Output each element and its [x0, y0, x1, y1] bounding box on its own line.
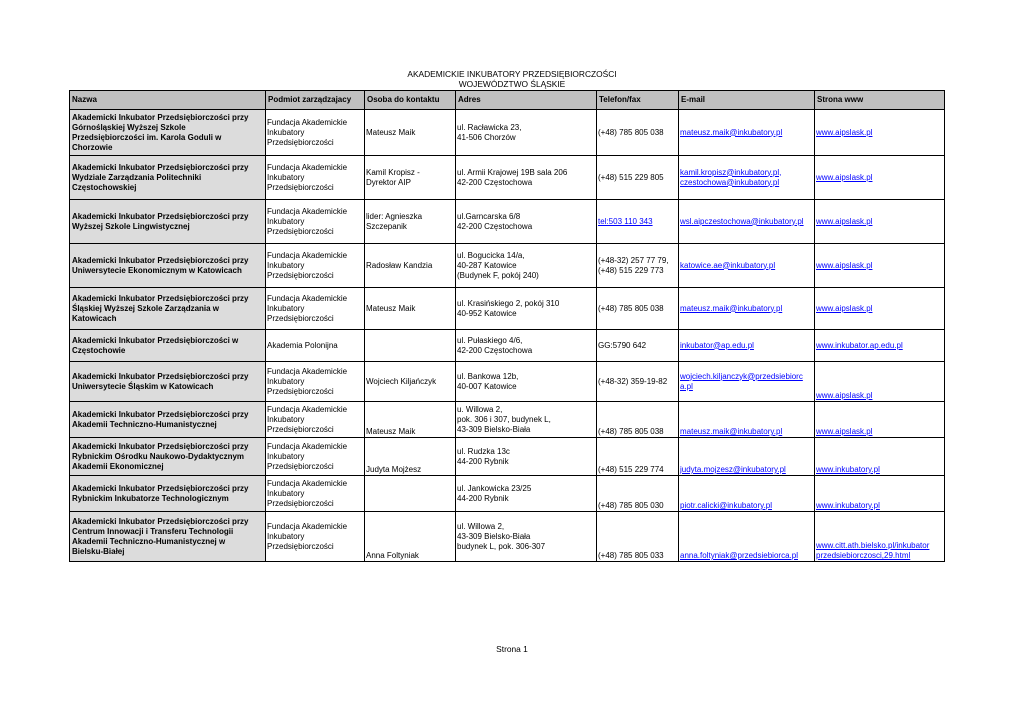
cell-address	[456, 156, 597, 200]
header-telefon: Telefon/fax	[597, 91, 679, 110]
cell-entity	[266, 512, 365, 562]
header-osoba: Osoba do kontaktu	[365, 91, 456, 110]
website-link[interactable]: www.aipslask.pl	[816, 260, 873, 270]
cell-text-line: Inkubatory	[267, 303, 305, 313]
cell-text-line: GG:5790 642	[598, 340, 647, 350]
cell-text-line: Fundacja Akademickie	[267, 404, 348, 414]
cell-email	[679, 438, 815, 476]
table-row	[70, 244, 945, 288]
cell-text-line: Górnośląskiej Wyższej Szkole	[72, 122, 186, 132]
cell-text-line: Fundacja Akademickie	[267, 521, 348, 531]
website-link[interactable]: www.inkubatory.pl	[816, 501, 880, 510]
table-row	[70, 156, 945, 200]
table-row	[70, 438, 945, 476]
cell-contact	[365, 156, 456, 200]
cell-text-line: Katowicach	[72, 313, 117, 323]
cell-text-line: Akademicki Inkubator Przedsiębiorczości przy	[72, 162, 249, 172]
cell-www	[815, 288, 945, 330]
cell-text-line: (+48) 515 229 773	[598, 265, 664, 275]
cell-email	[679, 110, 815, 156]
cell-text-line: pok. 306 i 307, budynek L,	[457, 414, 551, 424]
cell-text-line: ul. Willowa 2,	[457, 521, 505, 531]
cell-www	[815, 330, 945, 362]
cell-text-line: Śląskiej Wyższej Szkole Zarządzania w	[72, 303, 220, 313]
cell-email	[679, 362, 815, 402]
cell-text-line: Kamil Kropisz -	[366, 167, 420, 177]
cell-entity	[266, 200, 365, 244]
cell-text-line: ul. Racławicka 23,	[457, 122, 522, 132]
table-row	[70, 476, 945, 512]
cell-address	[456, 512, 597, 562]
cell-phone	[597, 402, 679, 438]
cell-text-line: Szczepanik	[366, 221, 407, 231]
cell-address	[456, 362, 597, 402]
cell-contact	[365, 362, 456, 402]
cell-contact	[365, 244, 456, 288]
header-www: Strona www	[815, 91, 945, 110]
cell-text-line: Inkubatory	[267, 451, 305, 461]
cell-name	[70, 244, 266, 288]
cell-text-line: Przedsiębiorczości	[267, 386, 334, 396]
website-link[interactable]: przedsiebiorczosci,29.html	[816, 551, 911, 560]
cell-address	[456, 330, 597, 362]
cell-text-line: Przedsiębiorczości	[267, 270, 334, 280]
cell-text-line: ul. Armii Krajowej 19B sala 206	[457, 167, 568, 177]
cell-text-line: ul.Garncarska 6/8	[457, 211, 521, 221]
website-link[interactable]: www.citt.ath.bielsko.pl/inkubator	[816, 541, 930, 550]
cell-entity	[266, 244, 365, 288]
cell-text-line: Judyta Mojżesz	[366, 465, 422, 474]
cell-www	[815, 512, 945, 562]
header-row	[70, 91, 945, 110]
cell-text-line: lider: Agnieszka	[366, 211, 423, 221]
email-link[interactable]: katowice.ae@inkubatory.pl	[680, 260, 776, 270]
cell-phone	[597, 330, 679, 362]
cell-name	[70, 110, 266, 156]
cell-text-line: Bielsku-Białej	[72, 546, 125, 556]
header-email: E-mail	[679, 91, 815, 110]
cell-text-line: Fundacja Akademickie	[267, 162, 348, 172]
cell-text-line: 43-309 Bielsko-Biała	[457, 531, 531, 541]
cell-name	[70, 512, 266, 562]
cell-text-line: Akademii Techniczno-Humanistycznej w	[72, 536, 226, 546]
cell-text-line: Fundacja Akademickie	[267, 250, 348, 260]
email-link[interactable]: mateusz.maik@inkubatory.pl	[680, 127, 783, 137]
cell-address	[456, 244, 597, 288]
phone-link[interactable]: tel:503 110 343	[598, 216, 653, 226]
cell-text-line: ul. Jankowicka 23/25	[457, 483, 532, 493]
cell-phone	[597, 362, 679, 402]
cell-phone	[597, 244, 679, 288]
cell-contact	[365, 200, 456, 244]
cell-text-line: Chorzowie	[72, 142, 113, 152]
cell-contact	[365, 288, 456, 330]
cell-text-line: u. Willowa 2,	[457, 404, 503, 414]
cell-text-line: Inkubatory	[267, 216, 305, 226]
email-link[interactable]: anna.foltyniak@przedsiebiorca.pl	[680, 551, 798, 560]
cell-text-line: Inkubatory	[267, 414, 305, 424]
cell-text-line: Akademicki Inkubator Przedsiębiorczości w	[72, 335, 239, 345]
email-link[interactable]: czestochowa@inkubatory.pl	[680, 177, 780, 187]
cell-phone	[597, 110, 679, 156]
cell-entity	[266, 156, 365, 200]
cell-entity	[266, 476, 365, 512]
cell-entity	[266, 288, 365, 330]
cell-name	[70, 476, 266, 512]
cell-phone	[597, 438, 679, 476]
cell-text-line: 43-309 Bielsko-Biała	[457, 424, 531, 434]
cell-text-line: Inkubatory	[267, 376, 305, 386]
cell-entity	[266, 362, 365, 402]
cell-text-line: (+48) 785 805 038	[598, 303, 664, 313]
cell-email	[679, 402, 815, 438]
email-link[interactable]: a.pl	[680, 381, 693, 391]
cell-text-line: (+48) 785 805 038	[598, 127, 664, 137]
cell-text-line: Akademicki Inkubator Przedsiębiorczości przy	[72, 112, 249, 122]
cell-address	[456, 288, 597, 330]
cell-address	[456, 476, 597, 512]
cell-text-line: Akademicki Inkubator Przedsiębiorczości przy	[72, 211, 249, 221]
cell-text-line: 42-200 Częstochowa	[457, 345, 533, 355]
cell-text-line: Inkubatory	[267, 260, 305, 270]
cell-text-line: Mateusz Maik	[366, 427, 416, 436]
email-link[interactable]: mateusz.maik@inkubatory.pl	[680, 427, 783, 436]
cell-text-line: Akademicki Inkubator Przedsiębiorczości przy	[72, 441, 249, 451]
cell-contact	[365, 402, 456, 438]
cell-text-line: 44-200 Rybnik	[457, 493, 509, 503]
cell-contact	[365, 476, 456, 512]
cell-text-line: budynek L, pok. 306-307	[457, 541, 546, 551]
cell-text-line: Przedsiębiorczości	[267, 137, 334, 147]
cell-email	[679, 512, 815, 562]
table-row	[70, 288, 945, 330]
email-link[interactable]: piotr.calicki@inkubatory.pl	[680, 501, 773, 510]
cell-text-line: Mateusz Maik	[366, 303, 416, 313]
cell-text-line: (+48) 515 229 805	[598, 172, 664, 182]
website-link[interactable]: www.aipslask.pl	[816, 216, 873, 226]
header-podmiot: Podmiot zarządzajacy	[266, 91, 365, 110]
cell-name	[70, 288, 266, 330]
cell-www	[815, 156, 945, 200]
cell-text-line: Przedsiębiorczości	[267, 226, 334, 236]
cell-text-line: Centrum Innowacji i Transferu Technologii	[72, 526, 234, 536]
email-link[interactable]: wsl.aipczestochowa@inkubatory.pl	[680, 216, 804, 226]
cell-text-line: Inkubatory	[267, 488, 305, 498]
cell-email	[679, 244, 815, 288]
cell-entity	[266, 438, 365, 476]
cell-text-line: Inkubatory	[267, 127, 305, 137]
cell-text-line: 40-952 Katowice	[457, 308, 517, 318]
cell-name	[70, 330, 266, 362]
website-link[interactable]: www.inkubatory.pl	[816, 465, 880, 474]
cell-email	[679, 476, 815, 512]
email-link[interactable]: mateusz.maik@inkubatory.pl	[680, 303, 783, 313]
website-link[interactable]: www.aipslask.pl	[816, 172, 873, 182]
cell-text-line: Akademii Techniczno-Humanistycznej	[72, 419, 217, 429]
cell-text-line: 40-007 Katowice	[457, 381, 517, 391]
cell-text-line: Radosław Kandzia	[366, 260, 433, 270]
cell-www	[815, 244, 945, 288]
cell-text-line: ul. Rudzka 13c	[457, 446, 510, 456]
cell-entity	[266, 110, 365, 156]
email-link[interactable]: wojciech.kiljanczyk@przedsiebiorc	[680, 371, 803, 381]
cell-text-line: Akademicki Inkubator Przedsiębiorczości przy	[72, 483, 249, 493]
cell-text-line: Inkubatory	[267, 172, 305, 182]
cell-text-line: Uniwersytecie Ekonomicznym w Katowicach	[72, 265, 242, 275]
cell-text-line: Przedsiębiorczości im. Karola Goduli w	[72, 132, 222, 142]
cell-text-line: Dyrektor AIP	[366, 177, 411, 187]
cell-phone	[597, 200, 679, 244]
cell-www	[815, 476, 945, 512]
cell-text-line: Akademicki Inkubator Przedsiębiorczości przy	[72, 371, 249, 381]
cell-text-line: Akademicki Inkubator Przedsiębiorczości przy	[72, 516, 249, 526]
cell-text-line: Fundacja Akademickie	[267, 206, 348, 216]
cell-text-line: Wydziale Zarządzania Politechniki	[72, 172, 202, 182]
cell-text-line: (+48) 785 805 030	[598, 501, 664, 510]
website-link[interactable]: www.aipslask.pl	[816, 391, 873, 400]
cell-email	[679, 200, 815, 244]
document-subtitle: WOJEWÓDZTWO ŚLĄSKIE	[458, 79, 566, 89]
cell-text-line: Wojciech Kiljańczyk	[366, 376, 437, 386]
cell-text-line: (+48) 785 805 038	[598, 427, 664, 436]
cell-text-line: (+48-32) 257 77 79,	[598, 255, 669, 265]
cell-text-line: Przedsiębiorczości	[267, 541, 334, 551]
email-link[interactable]: judyta.mojzesz@inkubatory.pl	[680, 465, 786, 474]
cell-address	[456, 438, 597, 476]
cell-text-line: Fundacja Akademickie	[267, 478, 348, 488]
cell-text-line: Rybnickim Inkubatorze Technologicznym	[72, 493, 229, 503]
cell-email	[679, 156, 815, 200]
incubators-table	[69, 90, 945, 562]
cell-text-line: Akademicki Inkubator Przedsiębiorczości przy	[72, 409, 249, 419]
cell-email	[679, 288, 815, 330]
cell-text-line: Częstochowie	[72, 345, 126, 355]
cell-text-line: ul. Bogucicka 14/a,	[457, 250, 525, 260]
cell-text-line: Akademia Polonijna	[267, 340, 338, 350]
cell-www	[815, 402, 945, 438]
cell-text-line: (+48) 785 805 033	[598, 551, 664, 560]
cell-www	[815, 438, 945, 476]
cell-text-line: Częstochowskiej	[72, 182, 137, 192]
cell-text-line: ul. Krasińskiego 2, pokój 310	[457, 298, 560, 308]
email-link[interactable]: inkubator@ap.edu.pl	[680, 340, 754, 350]
cell-www	[815, 110, 945, 156]
cell-text-line: 42-200 Częstochowa	[457, 177, 533, 187]
cell-text-line: Akademicki Inkubator Przedsiębiorczości przy	[72, 255, 249, 265]
cell-text-line: 40-287 Katowice	[457, 260, 517, 270]
cell-phone	[597, 512, 679, 562]
cell-text-line: Przedsiębiorczości	[267, 182, 334, 192]
cell-name	[70, 156, 266, 200]
cell-address	[456, 110, 597, 156]
cell-contact	[365, 330, 456, 362]
cell-text-line: Przedsiębiorczości	[267, 313, 334, 323]
cell-text-line: Fundacja Akademickie	[267, 441, 348, 451]
cell-name	[70, 362, 266, 402]
cell-phone	[597, 288, 679, 330]
cell-text-line: Fundacja Akademickie	[267, 366, 348, 376]
cell-name	[70, 200, 266, 244]
cell-text-line: (Budynek F, pokój 240)	[457, 270, 539, 280]
table-row	[70, 402, 945, 438]
table-row	[70, 512, 945, 562]
cell-phone	[597, 156, 679, 200]
cell-text-line: Fundacja Akademickie	[267, 117, 348, 127]
cell-entity	[266, 330, 365, 362]
cell-www	[815, 362, 945, 402]
cell-text-line: Uniwersytecie Śląskim w Katowicach	[72, 381, 214, 391]
website-link[interactable]: www.aipslask.pl	[816, 427, 873, 436]
table-row	[70, 330, 945, 362]
cell-address	[456, 402, 597, 438]
cell-text-line: Fundacja Akademickie	[267, 293, 348, 303]
cell-entity	[266, 402, 365, 438]
cell-address	[456, 200, 597, 244]
email-link[interactable]: kamil.kropisz@inkubatory.pl,	[680, 167, 782, 177]
cell-name	[70, 438, 266, 476]
cell-text-line: ul. Pułaskiego 4/6,	[457, 335, 523, 345]
cell-contact	[365, 512, 456, 562]
page-number: Strona 1	[496, 644, 528, 654]
header-adres: Adres	[456, 91, 597, 110]
cell-text-line: Akademii Ekonomicznej	[72, 461, 164, 471]
table-row	[70, 200, 945, 244]
website-link[interactable]: www.inkubator.ap.edu.pl	[816, 340, 903, 350]
cell-text-line: (+48-32) 359-19-82	[598, 376, 668, 386]
cell-text-line: Akademicki Inkubator Przedsiębiorczości przy	[72, 293, 249, 303]
header-nazwa: Nazwa	[70, 91, 266, 110]
cell-text-line: Anna Foltyniak	[366, 551, 419, 560]
document-title: AKADEMICKIE INKUBATORY PRZEDSIĘBIORCZOŚCI	[407, 69, 617, 79]
cell-phone	[597, 476, 679, 512]
cell-text-line: Inkubatory	[267, 531, 305, 541]
cell-contact	[365, 110, 456, 156]
cell-name	[70, 402, 266, 438]
cell-text-line: Przedsiębiorczości	[267, 498, 334, 508]
cell-text-line: Przedsiębiorczości	[267, 424, 334, 434]
website-link[interactable]: www.aipslask.pl	[816, 127, 873, 137]
table-row	[70, 110, 945, 156]
cell-email	[679, 330, 815, 362]
cell-text-line: 44-200 Rybnik	[457, 456, 509, 466]
cell-www	[815, 200, 945, 244]
website-link[interactable]: www.aipslask.pl	[816, 303, 873, 313]
cell-text-line: Rybnickim Ośrodku Naukowo-Dydaktycznym	[72, 451, 245, 461]
cell-text-line: Wyższej Szkole Lingwistycznej	[72, 221, 190, 231]
cell-text-line: 41-506 Chorzów	[457, 132, 516, 142]
cell-text-line: Przedsiębiorczości	[267, 461, 334, 471]
cell-text-line: ul. Bankowa 12b,	[457, 371, 519, 381]
cell-text-line: Mateusz Maik	[366, 127, 416, 137]
table-row	[70, 362, 945, 402]
cell-text-line: 42-200 Częstochowa	[457, 221, 533, 231]
cell-contact	[365, 438, 456, 476]
cell-text-line: (+48) 515 229 774	[598, 465, 664, 474]
